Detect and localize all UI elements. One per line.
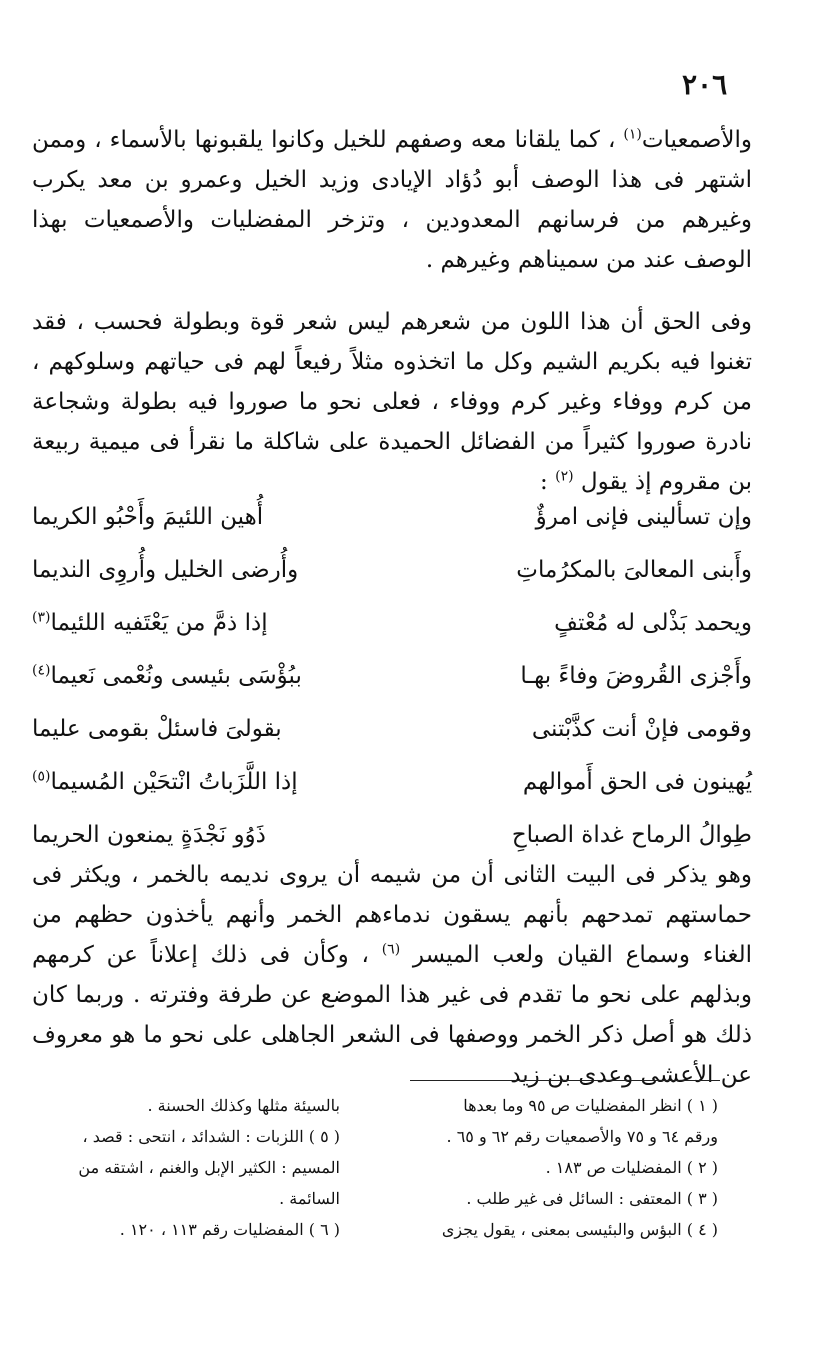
paragraph-2-rest: : — [540, 469, 556, 495]
footnote-line: ( ٦ ) المفضليات رقم ١١٣ ، ١٢٠ . — [119, 1220, 340, 1239]
footnote-line: السائمة . — [279, 1189, 340, 1208]
verse-second-text: إذا ذمَّ من يَعْتَفيه اللئيما — [50, 609, 268, 636]
poem — [32, 490, 752, 861]
paragraph-3-text: وهو يذكر فى البيت الثانى أن من شيمه أن يروى نديمه بالخمر ، ويكثر فى حماستهم تمدحهم بأنهم يسقون ندماءهم الخمر وأنهم يأخذون حظهم من الغناء وسماع القيان ولعب الميسر — [32, 862, 753, 968]
verse-second-text: وأُرضى الخليل وأُروِى النديما — [32, 556, 299, 583]
verse — [32, 755, 752, 808]
verse-first-hemistich: وأَجْزى القُروضَ وفاءً بهـا — [520, 662, 752, 689]
verse-second-text: أُهين اللئيمَ وأَحْبُو الكريما — [32, 503, 264, 530]
verse-second-hemistich — [32, 557, 372, 583]
verse-second-hemistich — [32, 822, 372, 848]
paragraph-1 — [32, 120, 752, 280]
paragraph-2-text: وفى الحق أن هذا اللون من شعرهم ليس شعر قوة وبطولة فحسب ، فقد تغنوا فيه بكريم الشيم وكل ما اتخذوه مثلاً رفيعاً لهم فى حياتهم وسلوكهم ، من كرم ووفاء وغير كرم ووفاء ، فعلى نحو ما صوروا فيه بطولة وشجاعة نادرة صوروا كثيراً من الفضائل الحميدة على شاكلة ما نقرأ فى ميمية ربيعة بن مقروم إذ يقول — [32, 309, 752, 495]
verse-first-hemistich: وإن تسألينى فإنى امرؤٌ — [535, 503, 752, 530]
verse-first-hemistich: طِوالُ الرماح غداة الصباحِ — [511, 821, 752, 848]
footnote-line: ( ١ ) انظر المفضليات ص ٩٥ وما بعدها — [463, 1096, 718, 1115]
footnote-line: ( ٤ ) البؤس والبئيسى بمعنى ، يقول يجزى — [441, 1220, 718, 1239]
verse-second-hemistich — [32, 716, 372, 742]
verse-second-text: بقولىَ فاسئلْ بقومى عليما — [32, 715, 282, 742]
footnote-ref-6: (٦) — [381, 941, 401, 958]
verse-footnote-ref: (٣) — [32, 608, 51, 625]
verse-first-hemistich: وأَبنى المعالىَ بالمكرُماتِ — [516, 556, 752, 583]
verse — [32, 543, 752, 596]
verse-first-hemistich: وقومى فإنْ أنت كذَّبْتنى — [531, 715, 752, 742]
verse-second-hemistich — [32, 769, 372, 795]
verse-first-hemistich: يُهينون فى الحق أَموالهم — [522, 768, 752, 795]
verse — [32, 808, 752, 861]
verse-footnote-ref: (٤) — [32, 661, 51, 678]
page-number: ٢٠٦ — [682, 68, 728, 101]
paragraph-1-rest: ، كما يلقانا معه وصفهم للخيل وكانوا يلقبونها بالأسماء ، وممن اشتهر فى هذا الوصف أبو دُؤاد الإيادى وزيد الخيل وعمرو بن معد يكرب وغيرهم من فرسانهم المعدودين ، وتزخر المفضليات والأصمعيات بهذا الوصف عند من سميناهم وغيرهم . — [32, 127, 752, 273]
paragraph-2 — [32, 302, 752, 502]
verse-second-hemistich — [32, 610, 372, 636]
verse-footnote-ref: (٥) — [32, 767, 51, 784]
verse-second-hemistich — [32, 504, 372, 530]
verse — [32, 702, 752, 755]
verse-first-hemistich: ويحمد بَذْلى له مُعْتفٍ — [554, 609, 752, 636]
verse — [32, 596, 752, 649]
verse-second-text: ذَوُو نَجْدَةٍ يمنعون الحريما — [32, 821, 266, 848]
paragraph-3-rest: ، وكأن فى ذلك إعلاناً عن كرمهم وبذلهم على نحو ما تقدم فى غير هذا الموضع عن طرفة وفترته . وربما كان ذلك هو أصل ذكر الخمر ووصفها فى الشعر الجاهلى على نحو ما هو معروف عن الأعشى وعدى بن زيد — [32, 942, 752, 1088]
footnote-ref-2: (٢) — [555, 468, 574, 485]
footnote-line: ( ٥ ) اللزبات : الشدائد ، انتحى : قصد ، — [82, 1127, 340, 1146]
verse-second-text: إذا اللَّزَباتُ انْتحَيْن المُسيما — [50, 768, 298, 795]
footnote-line: ( ٢ ) المفضليات ص ١٨٣ . — [545, 1158, 718, 1177]
footnote-ref-1: (١) — [623, 126, 642, 143]
verse — [32, 649, 752, 702]
footnotes-right-column — [418, 1090, 718, 1245]
footnote-line: ورقم ٦٤ و ٧٥ والأصمعيات رقم ٦٢ و ٦٥ . — [446, 1127, 718, 1146]
paragraph-1-text: والأصمعيات — [641, 127, 752, 153]
paragraph-3 — [32, 855, 752, 1095]
verse-second-text: ببُؤْسَى بئيسى ونُعْمى نَعيما — [50, 662, 302, 689]
footnote-separator — [410, 1080, 720, 1081]
footnote-line: بالسيئة مثلها وكذلك الحسنة . — [147, 1096, 340, 1115]
verse-second-hemistich — [32, 663, 372, 689]
footnote-line: المسيم : الكثير الإبل والغنم ، اشتقه من — [78, 1158, 340, 1177]
verse — [32, 490, 752, 543]
footnote-line: ( ٣ ) المعتفى : السائل فى غير طلب . — [466, 1189, 718, 1208]
footnotes-left-column — [40, 1090, 340, 1245]
